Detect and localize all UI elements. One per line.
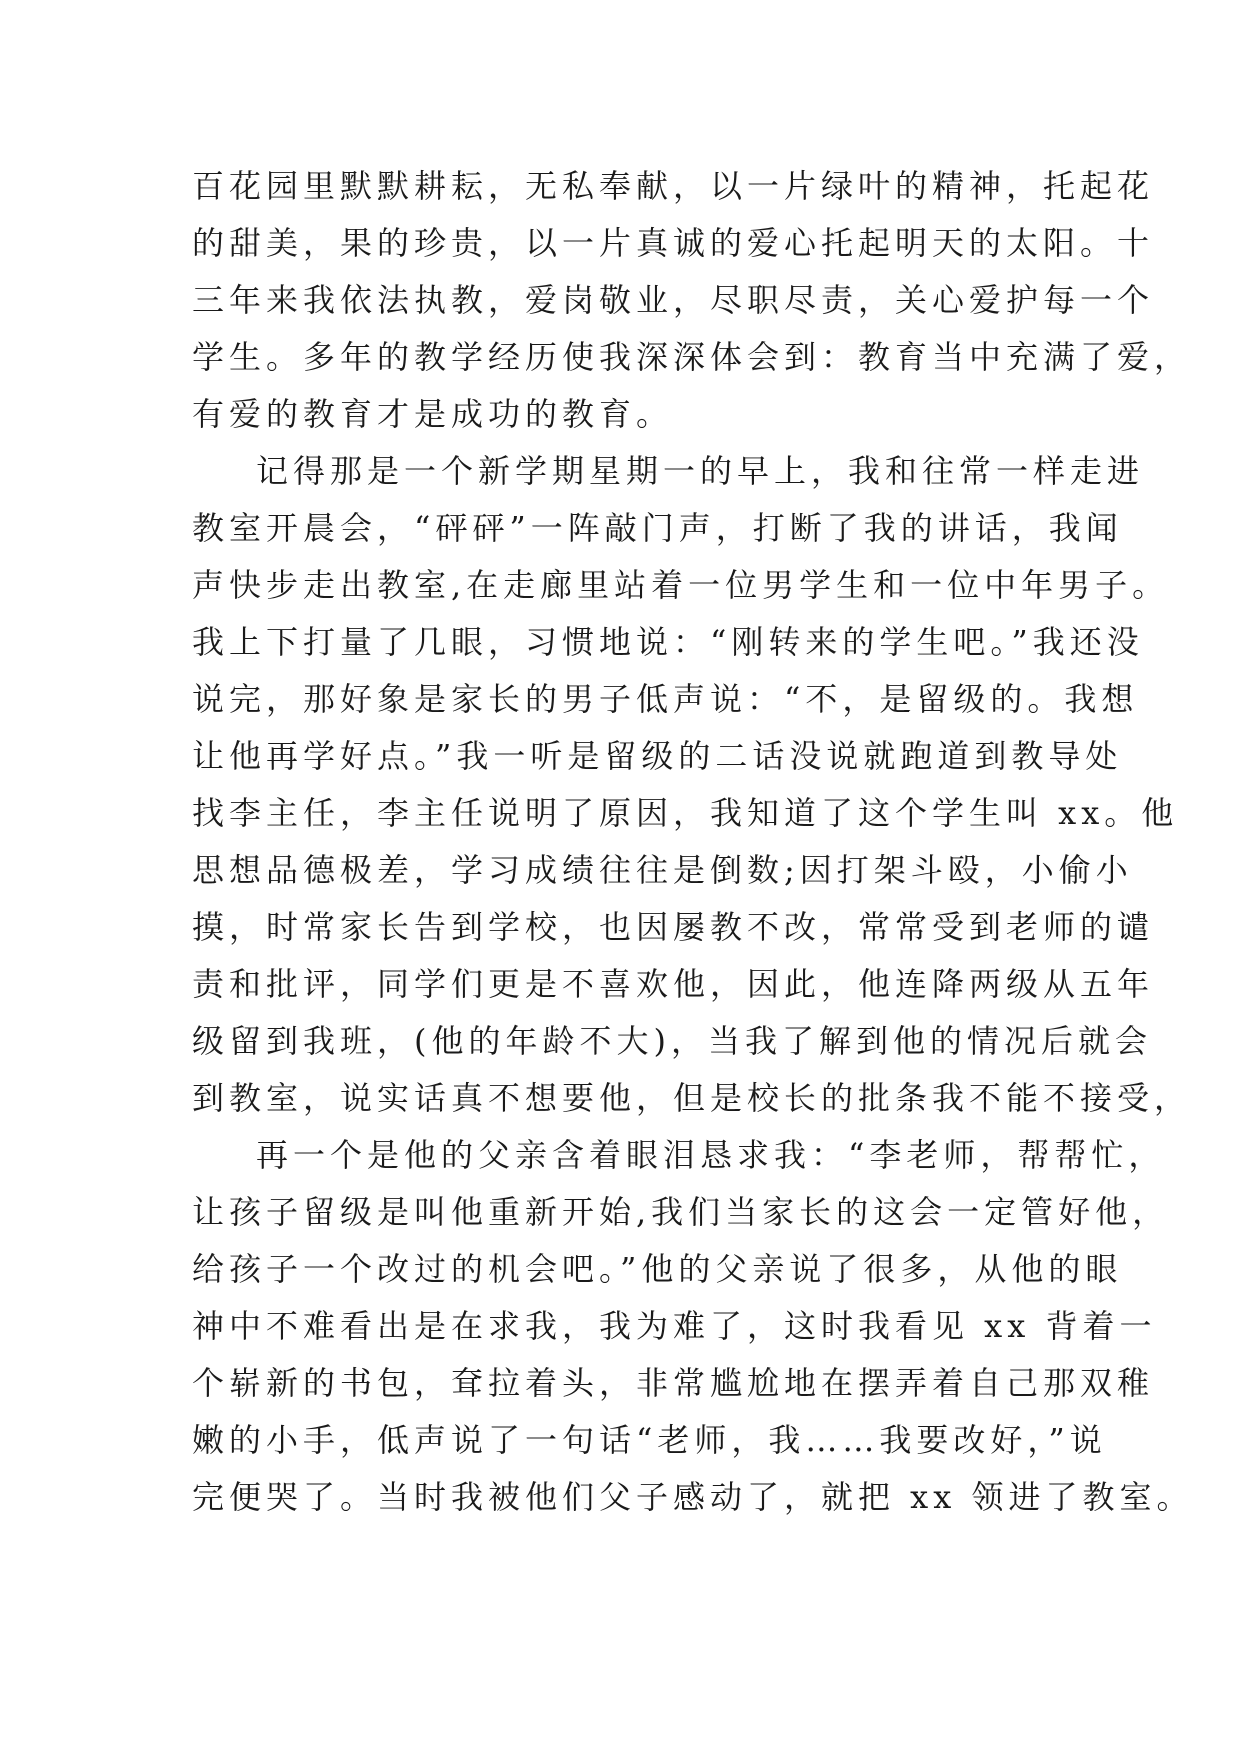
text-line: 让他再学好点。”我一听是留级的二话没说就跑道到教导处 bbox=[192, 737, 1123, 775]
text-line: 个崭新的书包，耷拉着头，非常尴尬地在摆弄着自己那双稚 bbox=[192, 1364, 1155, 1402]
paragraph-first-line: 再一个是他的父亲含着眼泪恳求我：“李老师，帮帮忙， bbox=[256, 1136, 1166, 1174]
text-line: 完便哭了。当时我被他们父子感动了，就把 xx 领进了教室。 bbox=[192, 1478, 1194, 1516]
text-line: 三年来我依法执教，爱岗敬业，尽职尽责，关心爱护每一个 bbox=[192, 281, 1155, 319]
text-line: 责和批评，同学们更是不喜欢他，因此，他连降两级从五年 bbox=[192, 965, 1155, 1003]
text-line: 说完，那好象是家长的男子低声说：“不，是留级的。我想 bbox=[192, 680, 1139, 718]
text-line: 神中不难看出是在求我，我为难了，这时我看见 xx 背着一 bbox=[192, 1307, 1157, 1345]
text-line: 教室开晨会，“砰砰”一阵敲门声，打断了我的讲话，我闻 bbox=[192, 509, 1123, 547]
paragraph-first-line: 记得那是一个新学期星期一的早上，我和往常一样走进 bbox=[256, 452, 1145, 490]
text-line: 到教室，说实话真不想要他，但是校长的批条我不能不接受， bbox=[192, 1079, 1192, 1117]
text-line: 思想品德极差，学习成绩往往是倒数;因打架斗殴，小偷小 bbox=[192, 851, 1133, 889]
text-line: 百花园里默默耕耘，无私奉献，以一片绿叶的精神，托起花 bbox=[192, 167, 1155, 205]
text-line: 学生。多年的教学经历使我深深体会到：教育当中充满了爱， bbox=[192, 338, 1192, 376]
text-line: 让孩子留级是叫他重新开始,我们当家长的这会一定管好他， bbox=[192, 1193, 1170, 1231]
text-line: 的甜美，果的珍贵，以一片真诚的爱心托起明天的太阳。十 bbox=[192, 224, 1155, 262]
text-line: 找李主任，李主任说明了原因，我知道了这个学生叫 xx。他 bbox=[192, 794, 1179, 832]
text-line: 级留到我班，(他的年龄不大)，当我了解到他的情况后就会 bbox=[192, 1022, 1152, 1060]
text-line: 声快步走出教室,在走廊里站着一位男学生和一位中年男子。 bbox=[192, 566, 1170, 604]
text-line: 给孩子一个改过的机会吧。”他的父亲说了很多，从他的眼 bbox=[192, 1250, 1123, 1288]
text-line: 有爱的教育才是成功的教育。 bbox=[192, 395, 674, 433]
document-body bbox=[192, 158, 1194, 1526]
text-line: 我上下打量了几眼，习惯地说：“刚转来的学生吧。”我还没 bbox=[192, 623, 1144, 661]
text-line: 摸，时常家长告到学校，也因屡教不改，常常受到老师的谴 bbox=[192, 908, 1155, 946]
text-line: 嫩的小手，低声说了一句话“老师，我……我要改好，”说 bbox=[192, 1421, 1107, 1459]
